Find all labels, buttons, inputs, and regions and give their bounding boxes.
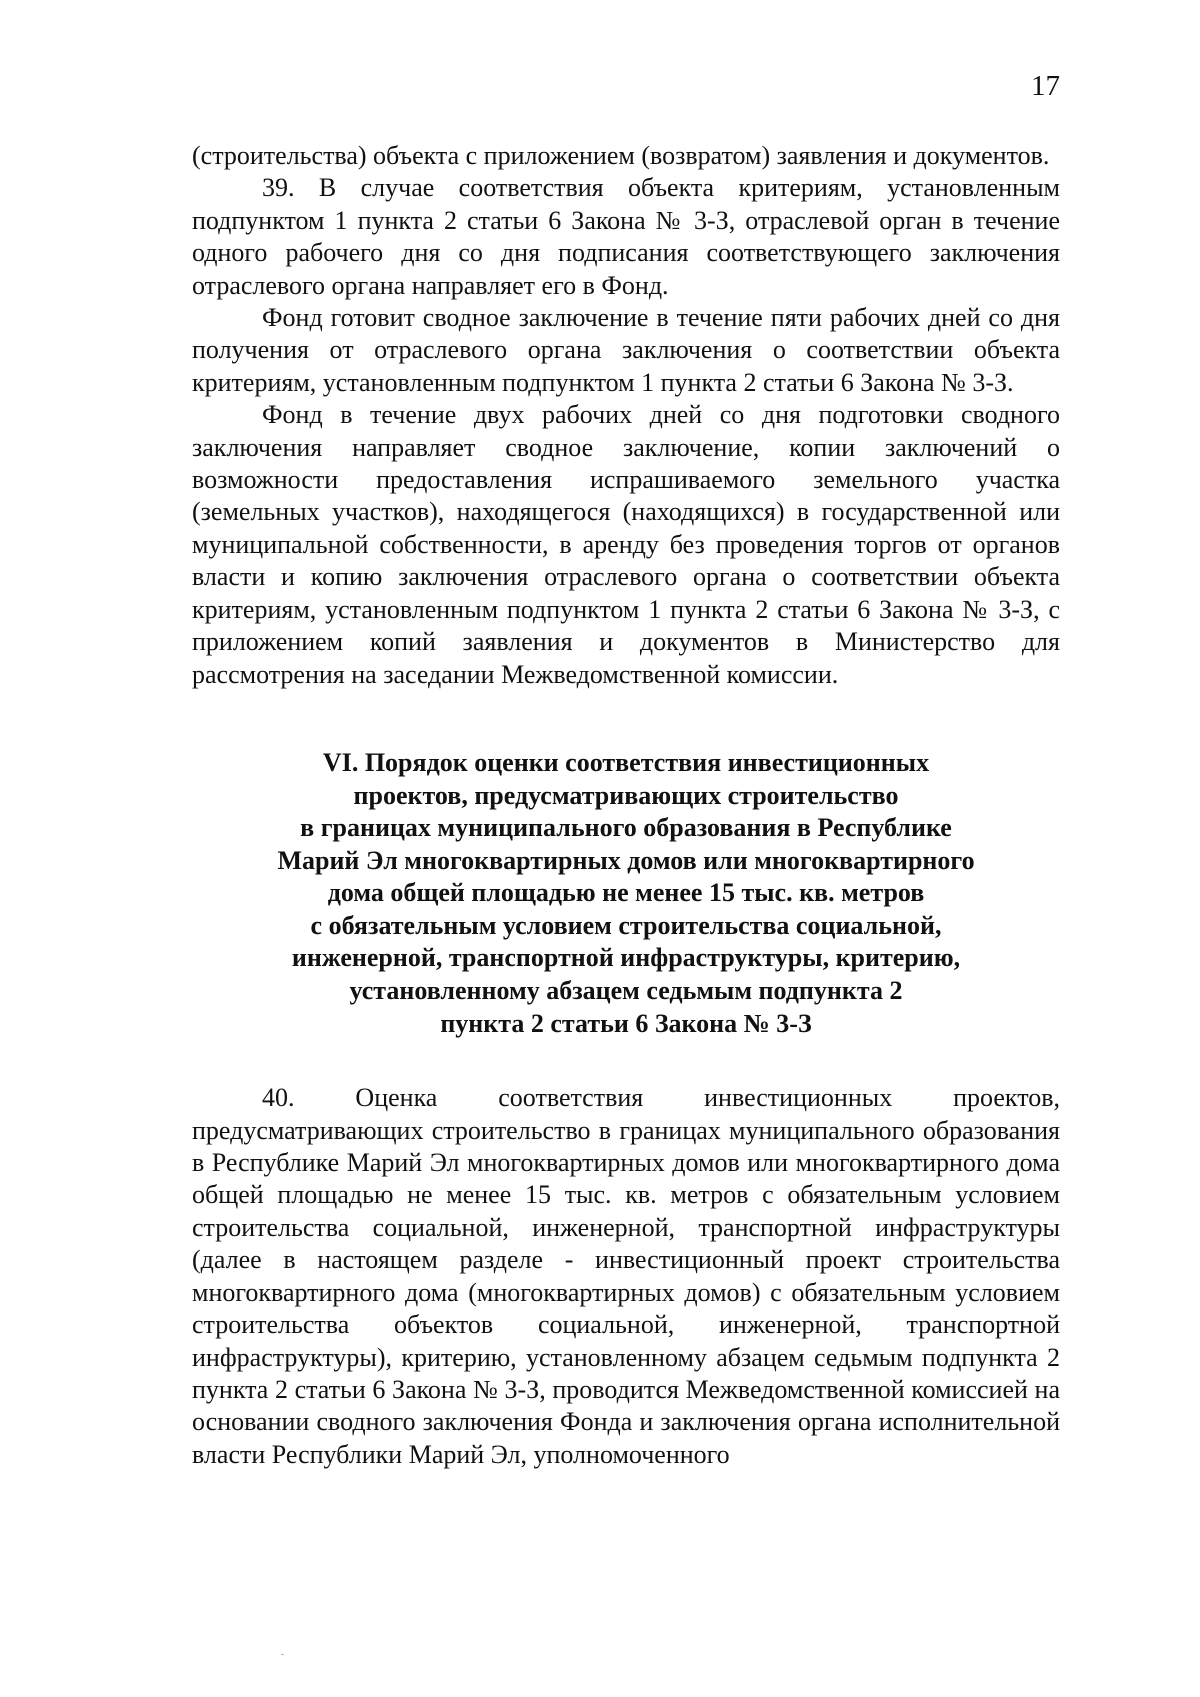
section-heading-line: пункта 2 статьи 6 Закона № 3-З [440, 1008, 812, 1038]
scan-artifact [281, 1654, 284, 1655]
document-body [192, 140, 1060, 1471]
section-heading-line: VI. Порядок оценки соответствия инвестиционных [322, 747, 930, 777]
paragraph-39-fund-submission: Фонд в течение двух рабочих дней со дня подготовки сводного заключения направляет сводное заключение, копии заключений о возможности предоставления испрашиваемого земельного участка (земельных участков), находящегося (находящихся) в государственной или муниципальной собственности, в аренду без проведения торгов от органов власти и копию заключения отраслевого органа о соответствии объекта критериям, установленным подпунктом 1 пункта 2 статьи 6 Закона № 3-З, с приложением копий заявления и документов в Министерство для рассмотрения на заседании Межведомственной комиссии. [192, 400, 1060, 689]
paragraph-39: 39. В случае соответствия объекта критериям, установленным подпунктом 1 пункта 2 статьи 6 Закона № 3-З, отраслевой орган в течение одного рабочего дня со дня подписания соответствующего заключения отраслевого органа направляет его в Фонд. [192, 173, 1060, 300]
section-heading-line: установленному абзацем седьмым подпункта 2 [349, 976, 903, 1006]
section-heading-line: инженерной, транспортной инфраструктуры, критерию, [291, 943, 961, 973]
paragraph-39-fund-summary: Фонд готовит сводное заключение в течение пяти рабочих дней со дня получения от отраслевого органа заключения о соответствии объекта критериям, установленным подпунктом 1 пункта 2 статьи 6 Закона № 3-З. [192, 303, 1060, 397]
section-heading-line: с обязательным условием строительства социальной, [310, 910, 942, 940]
paragraph-40: 40. Оценка соответствия инвестиционных проектов, предусматривающих строительство в границах муниципального образования в Республике Марий Эл многоквартирных домов или многоквартирного дома общей площадью не менее 15 тыс. кв. метров с обязательным условием строительства социальной, инженерной, транспортной инфраструктуры (далее в настоящем разделе - инвестиционный проект строительства многоквартирного дома (многоквартирных домов) с обязательным условием строительства объектов социальной, инженерной, транспортной инфраструктуры), критерию, установленному абзацем седьмым подпункта 2 пункта 2 статьи 6 Закона № 3-З, проводится Межведомственной комиссией на основании сводного заключения Фонда и заключения органа исполнительной власти Республики Марий Эл, уполномоченного [192, 1083, 1060, 1469]
section-heading-line: Марий Эл многоквартирных домов или многоквартирного [277, 845, 975, 875]
section-vi-heading [192, 747, 1060, 1040]
section-heading-line: дома общей площадью не менее 15 тыс. кв. метров [327, 878, 925, 908]
section-heading-line: в границах муниципального образования в Республике [300, 813, 952, 843]
page-number: 17 [1031, 70, 1060, 102]
section-heading-line: проектов, предусматривающих строительство [353, 780, 899, 810]
paragraph-continuation: (строительства) объекта с приложением (возвратом) заявления и документов. [192, 141, 1050, 170]
